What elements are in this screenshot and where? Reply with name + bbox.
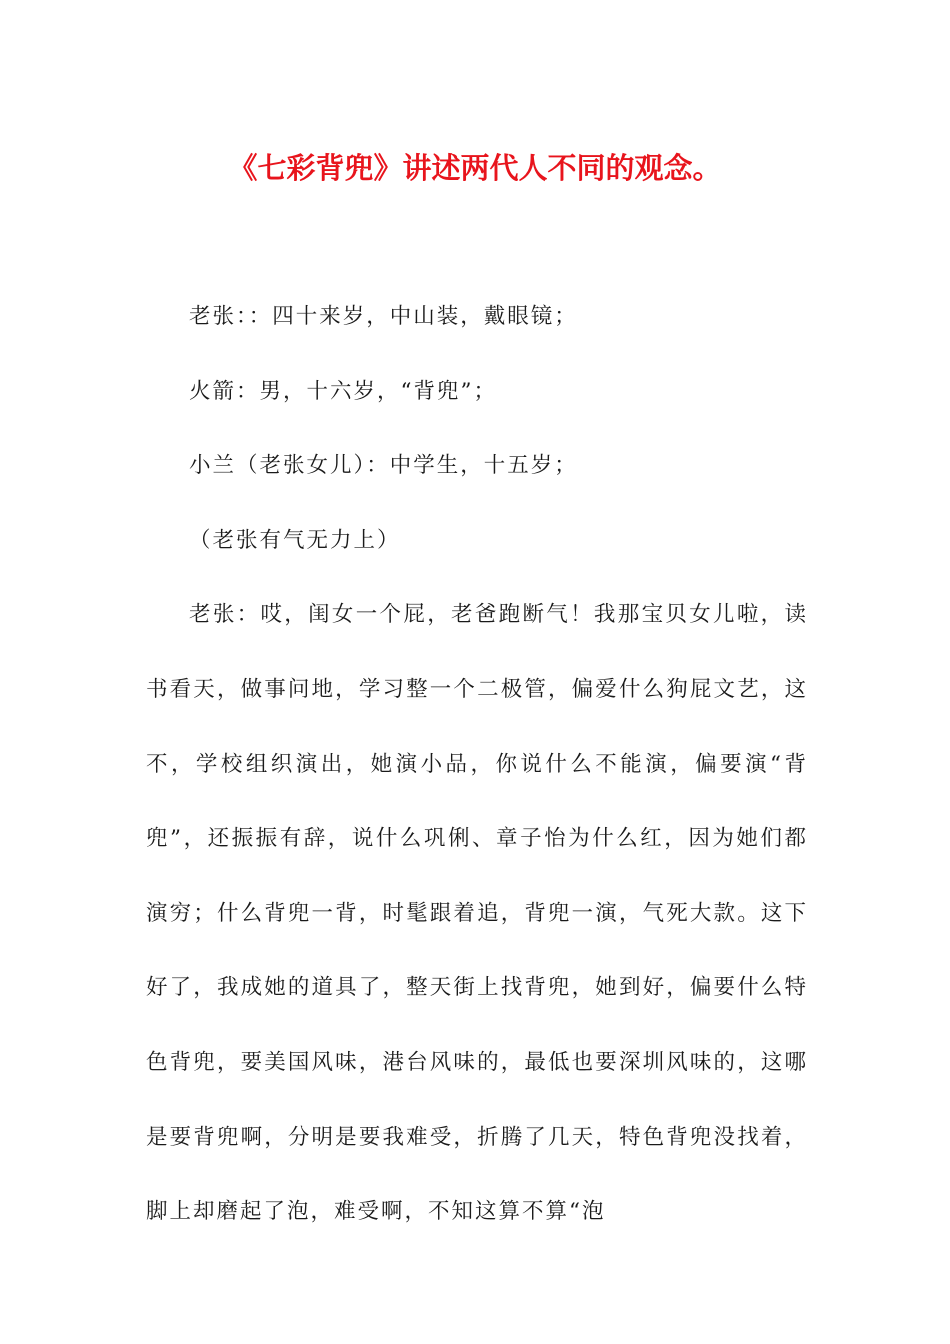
document-body xyxy=(146,280,808,1250)
paragraph-monologue: 老张：哎，闺女一个屁，老爸跑断气！我那宝贝女儿啦，读书看天，做事问地，学习整一个二极管，偏爱什么狗屁文艺，这不，学校组织演出，她演小品，你说什么不能演，偏要演“背兜”，还振振有辞，说什么巩俐、章子怡为什么红，因为她们都演穷；什么背兜一背，时髦跟着追，背兜一演，气死大款。这下好了，我成她的道具了，整天街上找背兜，她到好，偏要什么特色背兜，要美国风味，港台风味的，最低也要深圳风味的，这哪是要背兜啊，分明是要我难受，折腾了几天，特色背兜没找着，脚上却磨起了泡，难受啊，不知这算不算“泡 xyxy=(146,602,808,1225)
paragraph-cast-xiaolan: 小兰（老张女儿）：中学生，十五岁； xyxy=(189,453,578,479)
paragraph-cast-huojian: 火箭：男，十六岁，“背兜”； xyxy=(189,378,497,404)
paragraph-cast-laozhang: 老张：：四十来岁，中山装，戴眼镜； xyxy=(189,304,578,329)
paragraph-stage-direction: （老张有气无力上） xyxy=(189,527,401,553)
document-title: 《七彩背兜》讲述两代人不同的观念。 xyxy=(228,151,722,185)
